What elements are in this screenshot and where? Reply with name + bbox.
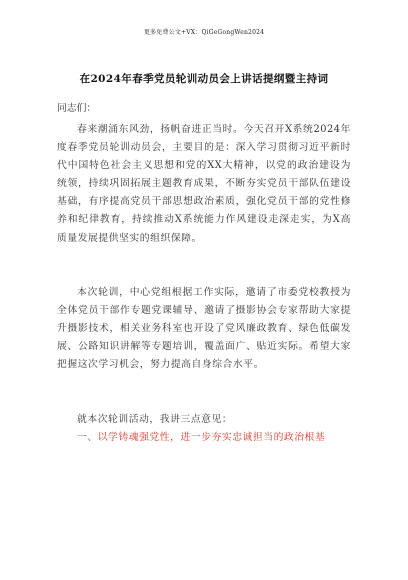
header-note: 更多免费公文+VX：QiGeGongWen2024 [143, 29, 265, 36]
greeting: 同志们： [57, 103, 97, 114]
section-heading-1: 一、以学铸魂强党性，进一步夯实忠诚担当的政治根基 [77, 432, 326, 443]
paragraph-opening: 春来潮涌东风劲，扬帆奋进正当时。今天召开X系统2024年度春季党员轮训动员会，主要目的是：深入学习贯彻习近平新时代中国特色社会主义思想和党的XX大精神，以党的政治建设为统领，持续巩固拓展主题教育成果，不断夯实党员干部队伍建设基础，有序提高党员干部思想政治素质，强化党员干部的党性修养和纪律教育，持续推动X系统能力作风建设走深走实，为X高质量发展提供坚实的组织保障。 [57, 124, 351, 244]
paragraph-training: 本次轮训，中心党组根据工作实际，邀请了市委党校教授为全体党员干部作专题党课辅导、邀请了摄影协会专家帮助大家提升摄影技术，相关业务科室也开设了党风廉政教育、绿色低碳发展、公路知识讲解等专题培训，覆盖面广、贴近实际。希望大家把握这次学习机会，努力提高自身综合水平。 [57, 287, 351, 371]
paragraph-transition: 就本次轮训活动，我讲三点意见： [77, 414, 233, 425]
document-title: 在2024年春季党员轮训动员会上讲话提纲暨主持词 [79, 73, 329, 85]
